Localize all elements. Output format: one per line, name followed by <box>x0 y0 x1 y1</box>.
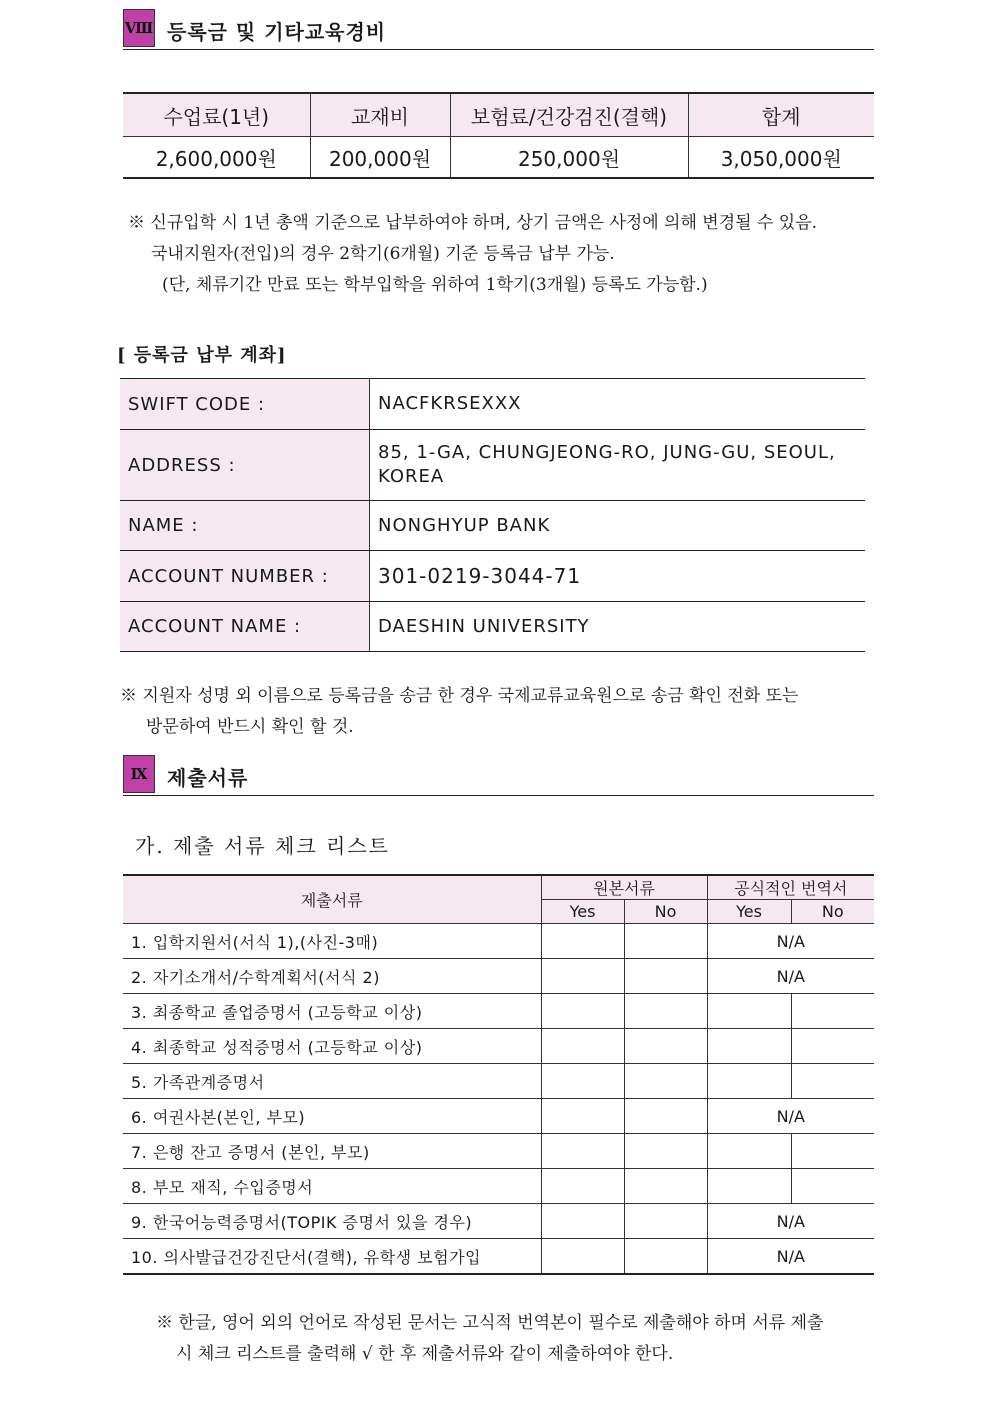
checklist-item-label: 2. 자기소개서/수학계획서(서식 2) <box>123 959 541 994</box>
submission-note-line-1: ※ 한글, 영어 외의 언어로 작성된 문서는 고식적 번역본이 필수로 제출해야 하며 서류 제출 <box>156 1313 824 1333</box>
bank-row <box>120 551 865 602</box>
section-8-heading <box>123 9 874 50</box>
checklist-row <box>123 994 874 1029</box>
checklist-item-label: 6. 여권사본(본인, 부모) <box>123 1099 541 1134</box>
checklist-row <box>123 1134 874 1169</box>
checklist-item-label: 5. 가족관계증명서 <box>123 1064 541 1099</box>
original-no-checkbox[interactable] <box>624 1064 707 1099</box>
tuition-header-cell: 수업료(1년) <box>123 93 310 137</box>
original-no-checkbox[interactable] <box>624 959 707 994</box>
original-yes-checkbox[interactable] <box>541 1029 624 1064</box>
original-yes-checkbox[interactable] <box>541 1134 624 1169</box>
submission-note-line-2: 시 체크 리스트를 출력해 √ 한 후 제출서류와 같이 제출하여야 한다. <box>176 1344 674 1364</box>
original-no-checkbox[interactable] <box>624 1204 707 1239</box>
checklist-header-translation: 공식적인 번역서 <box>707 875 874 900</box>
checklist-row <box>123 924 874 959</box>
translation-no-checkbox[interactable] <box>791 994 874 1029</box>
checklist-header-yes: Yes <box>541 900 624 924</box>
checklist-item-label: 3. 최종학교 졸업증명서 (고등학교 이상) <box>123 994 541 1029</box>
tuition-note-line-1: ※ 신규입학 시 1년 총액 기준으로 납부하여야 하며, 상기 금액은 사정에 의해 변경될 수 있음. <box>128 213 818 233</box>
checklist-item-label: 1. 입학지원서(서식 1),(사진-3매) <box>123 924 541 959</box>
bank-row-value: NACFKRSEXXX <box>370 379 866 430</box>
bank-note-line-2: 방문하여 반드시 확인 할 것. <box>146 717 354 737</box>
bank-row-label: NAME : <box>120 501 370 551</box>
checklist-row <box>123 1169 874 1204</box>
checklist-item-label: 7. 은행 잔고 증명서 (본인, 부모) <box>123 1134 541 1169</box>
checklist-title: 가. 제출 서류 체크 리스트 <box>135 834 390 858</box>
translation-na-cell: N/A <box>707 1204 874 1239</box>
tuition-value-cell: 250,000원 <box>450 137 688 179</box>
tuition-note-line-2: 국내지원자(전입)의 경우 2학기(6개월) 기준 등록금 납부 가능. <box>151 244 615 264</box>
checklist-row <box>123 1099 874 1134</box>
original-no-checkbox[interactable] <box>624 924 707 959</box>
translation-yes-checkbox[interactable] <box>707 1134 791 1169</box>
section-9-badge: Ⅸ <box>123 755 155 793</box>
bank-row-label: SWIFT CODE : <box>120 379 370 430</box>
original-yes-checkbox[interactable] <box>541 994 624 1029</box>
tuition-header-row <box>123 93 874 137</box>
section-8-badge: Ⅷ <box>123 9 155 47</box>
bank-row <box>120 501 865 551</box>
bank-account-title: [ 등록금 납부 계좌] <box>117 345 287 366</box>
translation-yes-checkbox[interactable] <box>707 1064 791 1099</box>
original-no-checkbox[interactable] <box>624 1099 707 1134</box>
tuition-value-cell: 200,000원 <box>310 137 450 179</box>
bank-row <box>120 602 865 652</box>
original-yes-checkbox[interactable] <box>541 1239 624 1275</box>
tuition-note-line-3: (단, 체류기간 만료 또는 학부입학을 위하여 1학기(3개월) 등록도 가능함.) <box>162 275 708 295</box>
checklist-header-docs: 제출서류 <box>123 875 541 924</box>
bank-note-line-1: ※ 지원자 성명 외 이름으로 등록금을 송금 한 경우 국제교류교육원으로 송금 확인 전화 또는 <box>120 686 799 706</box>
original-yes-checkbox[interactable] <box>541 1204 624 1239</box>
original-yes-checkbox[interactable] <box>541 959 624 994</box>
translation-yes-checkbox[interactable] <box>707 1029 791 1064</box>
tuition-value-cell: 2,600,000원 <box>123 137 310 179</box>
tuition-table <box>123 92 874 179</box>
translation-na-cell: N/A <box>707 1099 874 1134</box>
translation-no-checkbox[interactable] <box>791 1029 874 1064</box>
checklist-header-original: 원본서류 <box>541 875 707 900</box>
tuition-header-cell: 보험료/건강검진(결핵) <box>450 93 688 137</box>
bank-row-value: NONGHYUP BANK <box>370 501 866 551</box>
translation-no-checkbox[interactable] <box>791 1169 874 1204</box>
bank-row-label: ACCOUNT NAME : <box>120 602 370 652</box>
translation-na-cell: N/A <box>707 959 874 994</box>
section-9-title: 제출서류 <box>167 766 249 790</box>
bank-account-table <box>120 378 865 652</box>
checklist-header-row <box>123 875 874 900</box>
original-no-checkbox[interactable] <box>624 1134 707 1169</box>
checklist-row <box>123 1064 874 1099</box>
checklist-item-label: 4. 최종학교 성적증명서 (고등학교 이상) <box>123 1029 541 1064</box>
checklist-row <box>123 959 874 994</box>
checklist-row <box>123 1029 874 1064</box>
tuition-value-row <box>123 137 874 179</box>
checklist-item-label: 8. 부모 재직, 수입증명서 <box>123 1169 541 1204</box>
translation-no-checkbox[interactable] <box>791 1134 874 1169</box>
translation-na-cell: N/A <box>707 1239 874 1275</box>
bank-row-label: ADDRESS : <box>120 430 370 501</box>
bank-row-value: 301-0219-3044-71 <box>370 551 866 602</box>
original-no-checkbox[interactable] <box>624 994 707 1029</box>
document-checklist-table <box>123 874 874 1275</box>
bank-row-label: ACCOUNT NUMBER : <box>120 551 370 602</box>
section-9-heading <box>123 755 874 796</box>
checklist-row <box>123 1239 874 1275</box>
tuition-header-cell: 합계 <box>688 93 874 137</box>
checklist-row <box>123 1204 874 1239</box>
checklist-header-no: No <box>624 900 707 924</box>
translation-na-cell: N/A <box>707 924 874 959</box>
original-yes-checkbox[interactable] <box>541 924 624 959</box>
original-no-checkbox[interactable] <box>624 1169 707 1204</box>
translation-yes-checkbox[interactable] <box>707 994 791 1029</box>
bank-row-value: DAESHIN UNIVERSITY <box>370 602 866 652</box>
checklist-header-yes: Yes <box>707 900 791 924</box>
tuition-value-cell: 3,050,000원 <box>688 137 874 179</box>
translation-yes-checkbox[interactable] <box>707 1169 791 1204</box>
section-8-title: 등록금 및 기타교육경비 <box>167 20 387 44</box>
original-yes-checkbox[interactable] <box>541 1099 624 1134</box>
original-no-checkbox[interactable] <box>624 1029 707 1064</box>
checklist-item-label: 9. 한국어능력증명서(TOPIK 증명서 있을 경우) <box>123 1204 541 1239</box>
original-no-checkbox[interactable] <box>624 1239 707 1275</box>
bank-row-value: 85, 1-GA, CHUNGJEONG-RO, JUNG-GU, SEOUL, KOREA <box>370 430 866 501</box>
original-yes-checkbox[interactable] <box>541 1169 624 1204</box>
checklist-item-label: 10. 의사발급건강진단서(결핵), 유학생 보험가입 <box>123 1239 541 1275</box>
tuition-header-cell: 교재비 <box>310 93 450 137</box>
translation-no-checkbox[interactable] <box>791 1064 874 1099</box>
bank-row <box>120 430 865 501</box>
original-yes-checkbox[interactable] <box>541 1064 624 1099</box>
checklist-body <box>123 924 874 1275</box>
bank-row <box>120 379 865 430</box>
checklist-header-no: No <box>791 900 874 924</box>
